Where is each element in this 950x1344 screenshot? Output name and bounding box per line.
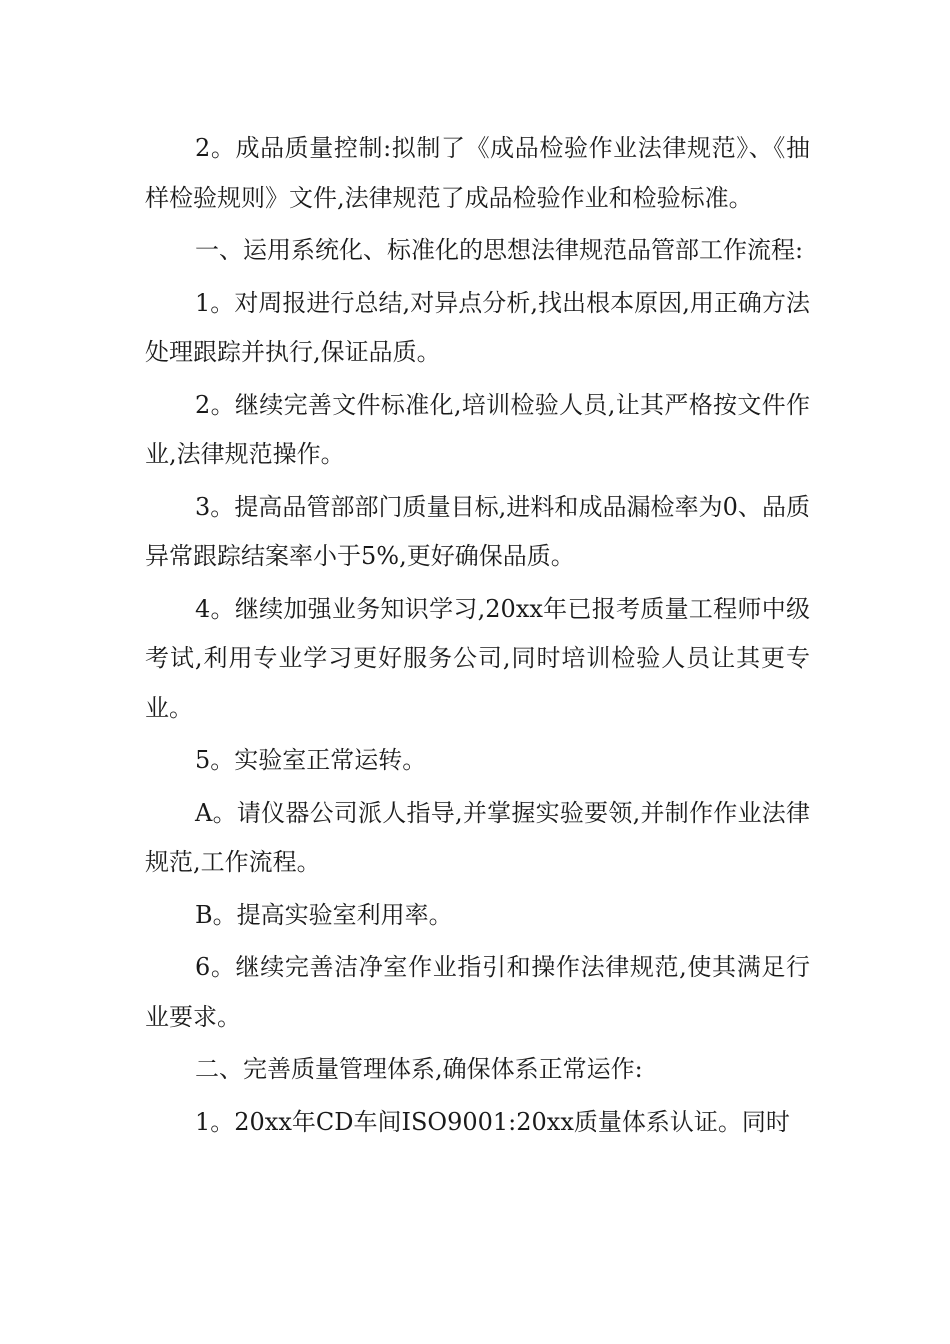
- paragraph-professional-learning: 4。继续加强业务知识学习,20xx年已报考质量工程师中级考试,利用专业学习更好服务公司,同时培训检验人员让其更专业。: [145, 594, 810, 722]
- paragraph-instrument-guidance: A。请仪器公司派人指导,并掌握实验要领,并制作作业法律规范,工作流程。: [145, 798, 810, 876]
- document-body: [145, 124, 810, 1147]
- paragraph-cleanroom-guidelines: 6。继续完善洁净室作业指引和操作法律规范,使其满足行业要求。: [145, 953, 810, 1031]
- paragraph-iso-certification: 1。20xx年CD车间ISO9001:20xx质量体系认证。同时: [195, 1107, 790, 1136]
- paragraph-document-standardization: 2。继续完善文件标准化,培训检验人员,让其严格按文件作业,法律规范操作。: [145, 390, 810, 468]
- paragraph-laboratory-operation: 5。实验室正常运转。: [195, 746, 427, 774]
- section-heading-workflow-standardization: 一、运用系统化、标准化的思想法律规范品管部工作流程:: [195, 236, 804, 264]
- paragraph-quality-targets: 3。提高品管部部门质量目标,进料和成品漏检率为0、品质异常跟踪结案率小于5%,更好确保品质。: [145, 492, 810, 570]
- paragraph-finished-product-quality-control: 2。成品质量控制:拟制了《成品检验作业法律规范》、《抽样检验规则》文件,法律规范了成品检验作业和检验标准。: [145, 134, 810, 212]
- section-heading-quality-management-system: 二、完善质量管理体系,确保体系正常运作:: [195, 1055, 643, 1083]
- paragraph-weekly-report-summary: 1。对周报进行总结,对异点分析,找出根本原因,用正确方法处理跟踪并执行,保证品质。: [145, 288, 810, 366]
- paragraph-lab-utilization: B。提高实验室利用率。: [195, 900, 453, 929]
